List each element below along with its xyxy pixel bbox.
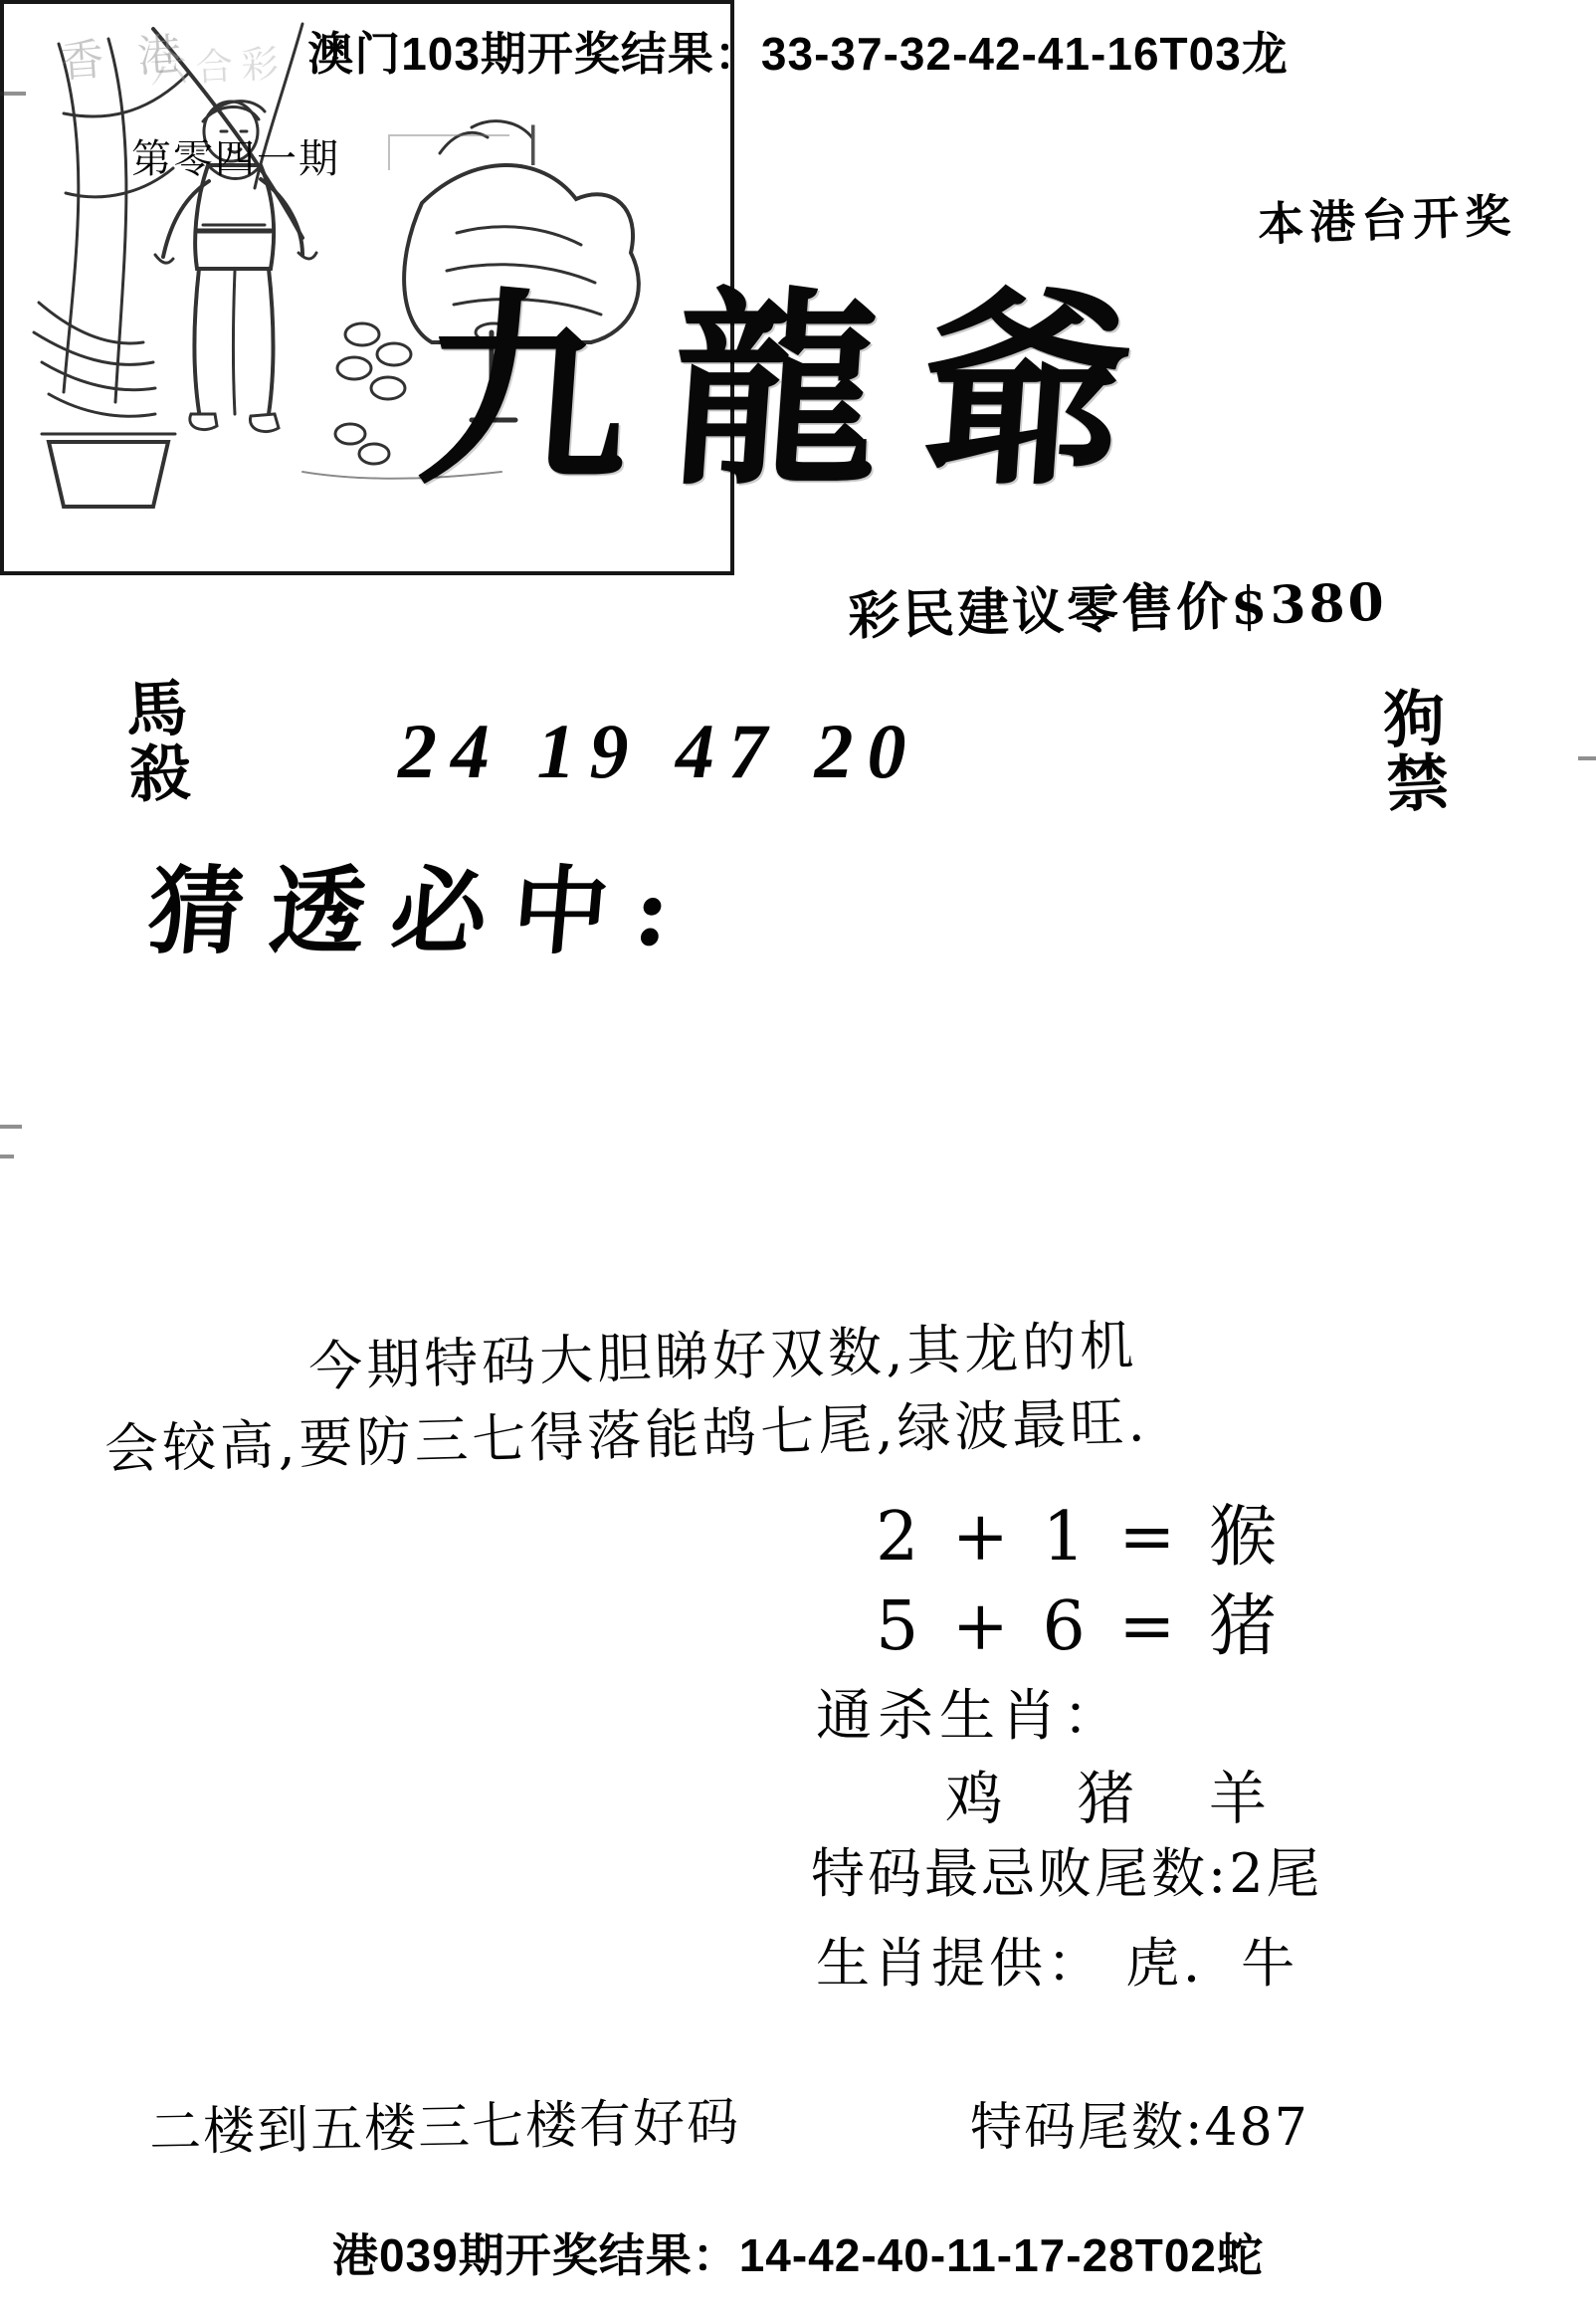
scan-edge-tick [0, 92, 26, 96]
scan-edge-tick [0, 1155, 14, 1158]
scan-edge-tick [0, 1125, 22, 1129]
macau-draw-result: 澳门103期开奖结果：33-37-32-42-41-16T03龙 [307, 28, 1289, 80]
left-zodiac-kill-mark [123, 671, 193, 812]
issue-tick-mark: | [527, 117, 539, 166]
left-mark-line2: 殺 [126, 736, 193, 812]
issue-number-box [388, 134, 509, 170]
right-mark-line2: 禁 [1384, 745, 1451, 822]
broadcast-channel-note: 本港台开奖 [1257, 188, 1517, 252]
formula-line-2: 5 + 6 = 猪 [876, 1587, 1283, 1666]
left-mark-line1: 馬 [123, 671, 190, 747]
zodiac-supply-note: 生肖提供： 虎．牛 [816, 1932, 1299, 1995]
page-title: 九龍爺 [412, 268, 1182, 514]
bottom-right-note: 特码尾数:487 [970, 2098, 1309, 2158]
right-mark-line1: 狗 [1381, 681, 1448, 757]
suggested-price: 彩民建议零售价$380 [847, 571, 1388, 648]
scan-edge-tick [1578, 756, 1596, 760]
tail-avoid-note: 特码最忌败尾数:2尾 [811, 1842, 1323, 1905]
hongkong-draw-result: 港039期开奖结果：14-42-40-11-17-28T02蛇 [331, 2229, 1265, 2281]
watermark-mark-six: 六合彩 [148, 41, 289, 93]
tip-line-2: 会较高,要防三七得落能鸪七尾,绿波最旺. [103, 1390, 1150, 1481]
bottom-left-note: 二楼到五楼三七楼有好码 [148, 2092, 741, 2164]
kill-zodiac-values: 鸡 猪 羊 [945, 1765, 1295, 1832]
watermark-hongkong: 香 港 [58, 28, 193, 89]
main-number-row: 24 19 47 20 [398, 708, 920, 794]
kill-zodiac-label: 通杀生肖： [816, 1684, 1124, 1749]
tip-line-1: 今期特码大胆睇好双数,其龙的机 [307, 1314, 1138, 1398]
right-zodiac-ban-mark [1381, 681, 1451, 822]
slogan-text: 猜透必中: [143, 855, 700, 967]
issue-number-label: 第零四一期 [131, 136, 340, 182]
formula-line-1: 2 + 1 = 猴 [876, 1498, 1283, 1577]
